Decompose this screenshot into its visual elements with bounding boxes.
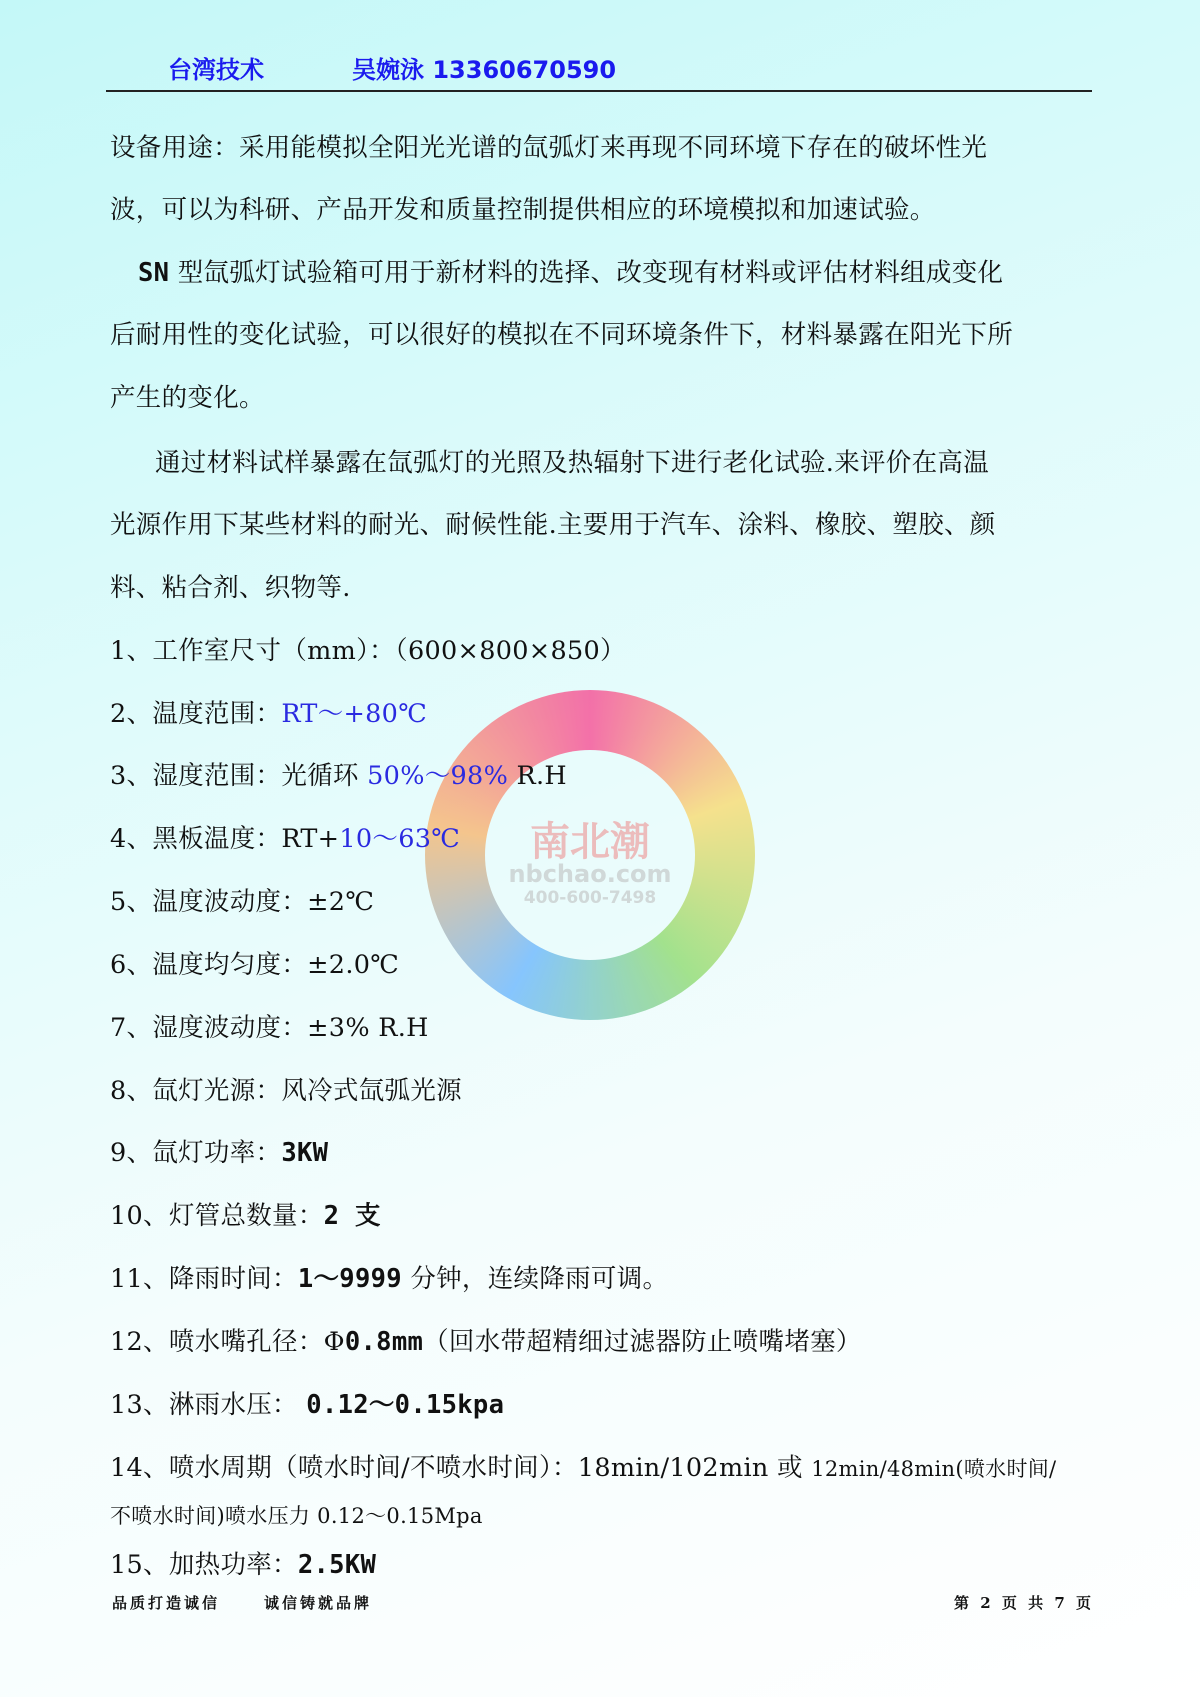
text: 11、降雨时间： [110, 1264, 298, 1294]
text: 9、氙灯功率： [110, 1138, 282, 1168]
value: 2.5KW [297, 1550, 377, 1580]
spec-item [110, 694, 427, 730]
paragraph-line: 通过材料试样暴露在氙弧灯的光照及热辐射下进行老化试验.来评价在高温 [155, 448, 990, 478]
watermark-brand: 南北潮 [530, 819, 650, 865]
paragraph-line: 产生的变化。 [110, 383, 265, 413]
text: 10、灯管总数量： [110, 1201, 324, 1231]
value: 0.8mm [344, 1327, 424, 1357]
value: 10～63℃ [339, 824, 461, 854]
watermark-logo [425, 690, 755, 1020]
footer-slogan-1: 品质打造诚信 [112, 1594, 221, 1612]
spec-item [110, 1385, 504, 1421]
paragraph-line [110, 253, 1003, 289]
value: RT～+80℃ [281, 699, 428, 729]
spec-item [110, 1545, 376, 1581]
value: 2 支 [323, 1201, 381, 1231]
spec-item [110, 1448, 1056, 1484]
spec-item [110, 1322, 862, 1358]
paragraph-line: 料、粘合剂、织物等. [110, 573, 351, 603]
text: 分钟，连续降雨可调。 [401, 1264, 669, 1294]
text: 12min/48min(喷水时间/ [811, 1457, 1057, 1481]
watermark-phone: 400-600-7498 [523, 888, 657, 908]
page-number: 第 2 页 共 7 页 [954, 1594, 1094, 1612]
text: 12、喷水嘴孔径：Φ [110, 1327, 345, 1357]
spec-item [110, 1259, 668, 1295]
text: R.H [508, 761, 567, 791]
text: （回水带超精细过滤器防止喷嘴堵塞） [423, 1327, 862, 1357]
watermark-site: nbchao.com [508, 860, 672, 888]
value: 50%～98% [367, 761, 509, 791]
paragraph-line: 后耐用性的变化试验，可以很好的模拟在不同环境条件下，材料暴露在阳光下所 [110, 320, 1014, 350]
spec-item: 1、工作室尺寸（mm）：（600×800×850） [110, 636, 626, 666]
spec-item [110, 1133, 328, 1169]
text: 型氙弧灯试验箱可用于新材料的选择、改变现有材料或评估材料组成变化 [169, 258, 1004, 288]
header-divider [106, 90, 1092, 92]
spec-item [110, 756, 567, 792]
spec-item: 不喷水时间)喷水压力 0.12～0.15Mpa [110, 1504, 483, 1528]
text: 3、湿度范围：光循环 [110, 761, 368, 791]
value: 1～9999 [297, 1264, 402, 1294]
sn-label: SN [138, 258, 170, 288]
footer-slogan-2: 诚信铸就品牌 [264, 1594, 373, 1612]
text: 4、黑板温度：RT+ [110, 824, 340, 854]
paragraph-line: 光源作用下某些材料的耐光、耐候性能.主要用于汽车、涂料、橡胶、塑胶、颜 [110, 510, 996, 540]
text: 14、喷水周期（喷水时间/不喷水时间）：18min/102min 或 [110, 1453, 812, 1483]
text: 2、温度范围： [110, 699, 282, 729]
paragraph-line: 设备用途：采用能模拟全阳光光谱的氙弧灯来再现不同环境下存在的破坏性光 [110, 133, 988, 163]
spec-item [110, 819, 460, 855]
header-contact: 吴婉泳 13360670590 [352, 56, 617, 84]
spec-item: 6、温度均匀度：±2.0℃ [110, 950, 400, 980]
paragraph-line: 波，可以为科研、产品开发和质量控制提供相应的环境模拟和加速试验。 [110, 195, 936, 225]
value: 3KW [281, 1138, 329, 1168]
spec-item: 5、温度波动度：±2℃ [110, 887, 375, 917]
spec-item: 8、氙灯光源：风冷式氙弧光源 [110, 1076, 462, 1106]
text: 15、加热功率： [110, 1550, 298, 1580]
spec-item: 7、湿度波动度：±3% R.H [110, 1013, 429, 1043]
header-company: 台湾技术 [168, 56, 264, 84]
value: 0.12～0.15kpa [306, 1390, 505, 1420]
spec-item [110, 1196, 381, 1232]
text: 13、淋雨水压： [110, 1390, 307, 1420]
